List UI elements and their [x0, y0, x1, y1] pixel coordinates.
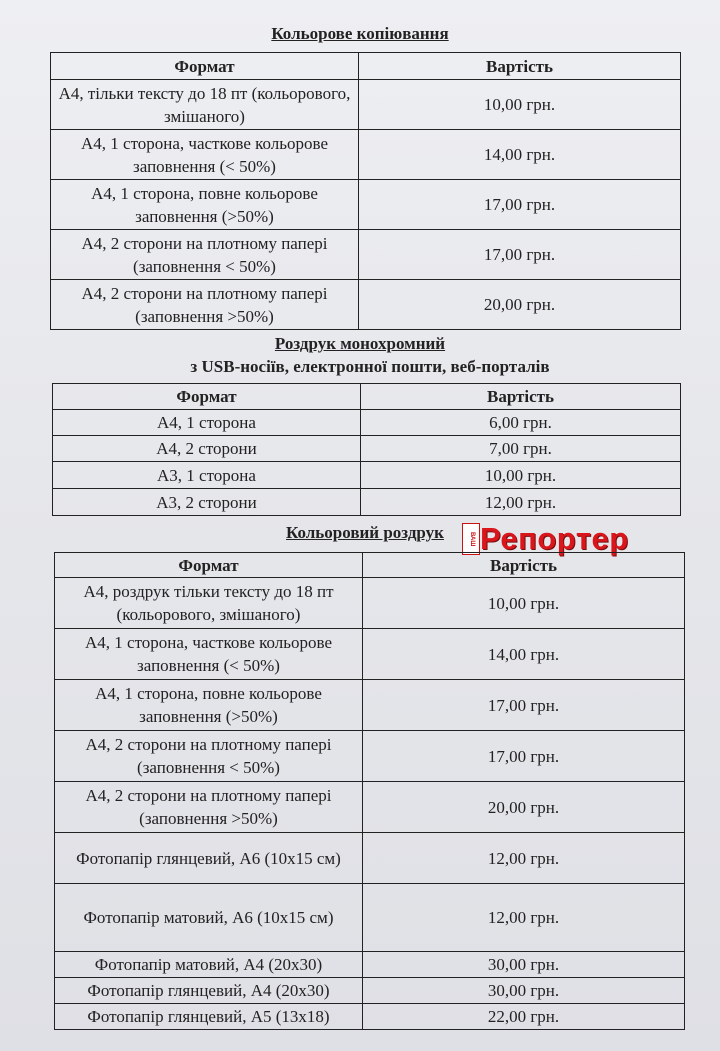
- format-cell: А4, 2 сторони на плотному папері (заповнення < 50%): [55, 731, 363, 782]
- price-cell: 12,00 грн.: [363, 884, 685, 952]
- price-cell: 6,00 грн.: [361, 410, 681, 436]
- table-row: [51, 80, 681, 130]
- format-cell: А4, 1 сторона, повне кольорове заповнення (>50%): [55, 680, 363, 731]
- format-cell: Фотопапір глянцевий, А6 (10х15 см): [55, 833, 363, 884]
- format-cell: А4, 2 сторони на плотному папері (заповнення >50%): [51, 280, 359, 330]
- table-row: [55, 782, 685, 833]
- table-header-row: [53, 384, 681, 410]
- header-price: Вартість: [359, 53, 681, 80]
- table-row: [51, 280, 681, 330]
- table-row: [55, 629, 685, 680]
- price-cell: 30,00 грн.: [363, 978, 685, 1004]
- table-mono-print: [52, 383, 681, 516]
- format-cell: А3, 2 сторони: [53, 489, 361, 516]
- table-row: [53, 410, 681, 436]
- header-format: Формат: [51, 53, 359, 80]
- header-price: Вартість: [363, 553, 685, 578]
- price-cell: 17,00 грн.: [363, 680, 685, 731]
- table-row: [53, 436, 681, 462]
- format-cell: А4, 1 сторона: [53, 410, 361, 436]
- header-price: Вартість: [361, 384, 681, 410]
- format-cell: А4, 2 сторони: [53, 436, 361, 462]
- price-cell: 10,00 грн.: [359, 80, 681, 130]
- price-cell: 10,00 грн.: [363, 578, 685, 629]
- section-title-color-print: Кольоровий роздрук: [286, 523, 444, 542]
- section-title-mono-print: Роздрук монохромний: [274, 334, 446, 353]
- table-header-row: [55, 553, 685, 578]
- header-format: Формат: [53, 384, 361, 410]
- table-row: [55, 884, 685, 952]
- price-cell: 7,00 грн.: [361, 436, 681, 462]
- format-cell: А4, 2 сторони на плотному папері (заповнення < 50%): [51, 230, 359, 280]
- table-row: [51, 180, 681, 230]
- format-cell: Фотопапір глянцевий, А4 (20х30): [55, 978, 363, 1004]
- format-cell: А4, 1 сторона, часткове кольорове заповнення (< 50%): [51, 130, 359, 180]
- table-row: [55, 731, 685, 782]
- table-row: [51, 230, 681, 280]
- table-row: [53, 489, 681, 516]
- format-cell: А4, тільки тексту до 18 пт (кольорового, змішаного): [51, 80, 359, 130]
- format-cell: Фотопапір матовий, А6 (10х15 см): [55, 884, 363, 952]
- price-cell: 14,00 грн.: [359, 130, 681, 180]
- price-cell: 17,00 грн.: [359, 180, 681, 230]
- format-cell: Фотопапір матовий, А4 (20х30): [55, 952, 363, 978]
- table-row: [55, 680, 685, 731]
- table-row: [55, 978, 685, 1004]
- table-row: [55, 1004, 685, 1030]
- section-title-color-copy: Кольорове копіювання: [271, 24, 449, 43]
- table-color-copy: [50, 52, 681, 330]
- table-row: [55, 833, 685, 884]
- logo-tag: ВАШ: [462, 523, 480, 555]
- table-row: [51, 130, 681, 180]
- price-cell: 30,00 грн.: [363, 952, 685, 978]
- price-cell: 22,00 грн.: [363, 1004, 685, 1030]
- header-format: Формат: [55, 553, 363, 578]
- price-cell: 20,00 грн.: [359, 280, 681, 330]
- table-row: [53, 462, 681, 489]
- table-row: [55, 952, 685, 978]
- price-cell: 20,00 грн.: [363, 782, 685, 833]
- price-cell: 10,00 грн.: [361, 462, 681, 489]
- price-cell: 12,00 грн.: [363, 833, 685, 884]
- format-cell: А4, 1 сторона, часткове кольорове заповнення (< 50%): [55, 629, 363, 680]
- price-cell: 14,00 грн.: [363, 629, 685, 680]
- price-cell: 17,00 грн.: [363, 731, 685, 782]
- price-cell: 12,00 грн.: [361, 489, 681, 516]
- format-cell: А4, 1 сторона, повне кольорове заповнення (>50%): [51, 180, 359, 230]
- price-cell: 17,00 грн.: [359, 230, 681, 280]
- format-cell: Фотопапір глянцевий, А5 (13х18): [55, 1004, 363, 1030]
- format-cell: А4, 2 сторони на плотному папері (заповнення >50%): [55, 782, 363, 833]
- table-row: [55, 578, 685, 629]
- format-cell: А3, 1 сторона: [53, 462, 361, 489]
- table-color-print: [54, 552, 685, 1030]
- section-subtitle-mono-print: з USB-носіїв, електронної пошти, веб-порталів: [190, 357, 550, 376]
- logo-word: Репортер: [480, 521, 629, 556]
- format-cell: А4, роздрук тільки тексту до 18 пт (кольорового, змішаного): [55, 578, 363, 629]
- table-header-row: [51, 53, 681, 80]
